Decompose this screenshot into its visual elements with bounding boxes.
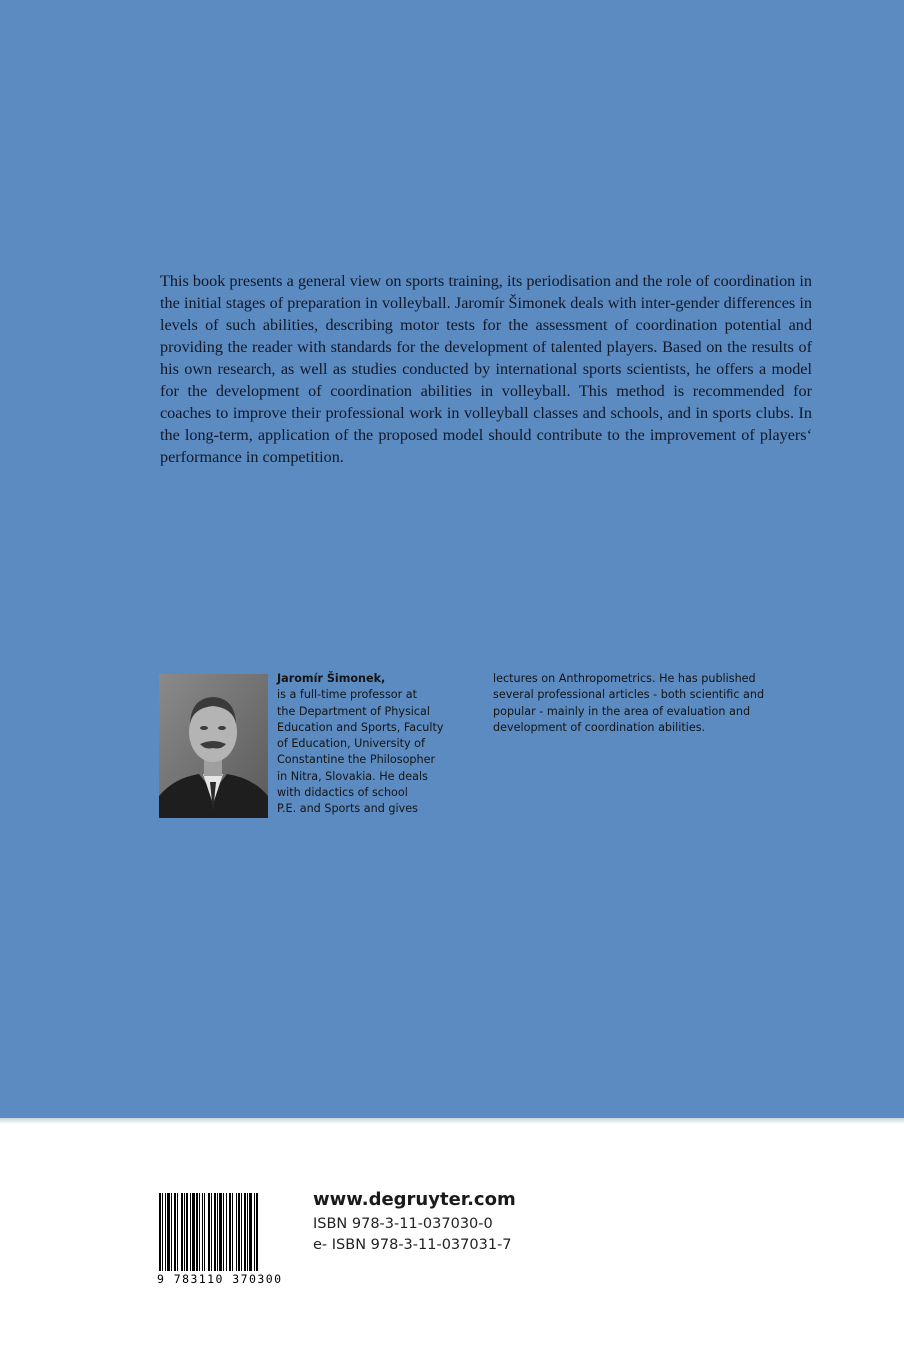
author-name: Jaromír Šimonek, — [277, 672, 386, 685]
book-blurb: This book presents a general view on sports training, its periodisation and the role of coordination in the initial stages of preparation in volleyball. Jaromír Šimonek deals with inter-gender differences in levels of such abilities, describing motor tests for the assessment of coordination potential and providing the reader with standards for the development of talented players. Based on the results of his own research, as well as studies conducted by international sports scientists, he offers a model for the development of coordination abilities in volleyball. This method is recommended for coaches to improve their professional work in volleyball classes and schools, and in sports clubs. In the long-term, application of the proposed model should contribute to the improvement of players‘ performance in competition. — [160, 272, 812, 466]
publisher-website: www.degruyter.com — [313, 1189, 516, 1210]
author-bio-right — [493, 671, 823, 736]
bio-line: of Education, University of — [277, 737, 425, 751]
bio-line: several professional articles - both scientific and — [493, 688, 765, 702]
bio-line: Constantine the Philosopher — [277, 753, 436, 767]
isbn-barcode — [155, 1193, 283, 1286]
isbn-print: ISBN 978-3-11-037030-0 — [313, 1216, 493, 1232]
bio-line: is a full-time professor at — [277, 688, 418, 702]
bio-line: P.E. and Sports and gives — [277, 802, 418, 816]
bio-line: development of coordination abilities. — [493, 720, 706, 734]
author-bio-left — [277, 671, 482, 818]
bio-line: Education and Sports, Faculty — [277, 720, 444, 734]
barcode-digits: 9 783110 370300 — [157, 1272, 281, 1286]
bio-line: popular - mainly in the area of evaluation and — [493, 704, 751, 718]
bio-line: in Nitra, Slovakia. He deals — [277, 769, 428, 783]
isbn-electronic: e- ISBN 978-3-11-037031-7 — [313, 1237, 512, 1253]
author-photo — [159, 674, 268, 818]
cover-edge-shadow — [0, 1118, 904, 1124]
bio-line: lectures on Anthropometrics. He has published — [493, 672, 756, 685]
bio-line: the Department of Physical — [277, 704, 431, 718]
bio-line: with didactics of school — [277, 786, 408, 800]
